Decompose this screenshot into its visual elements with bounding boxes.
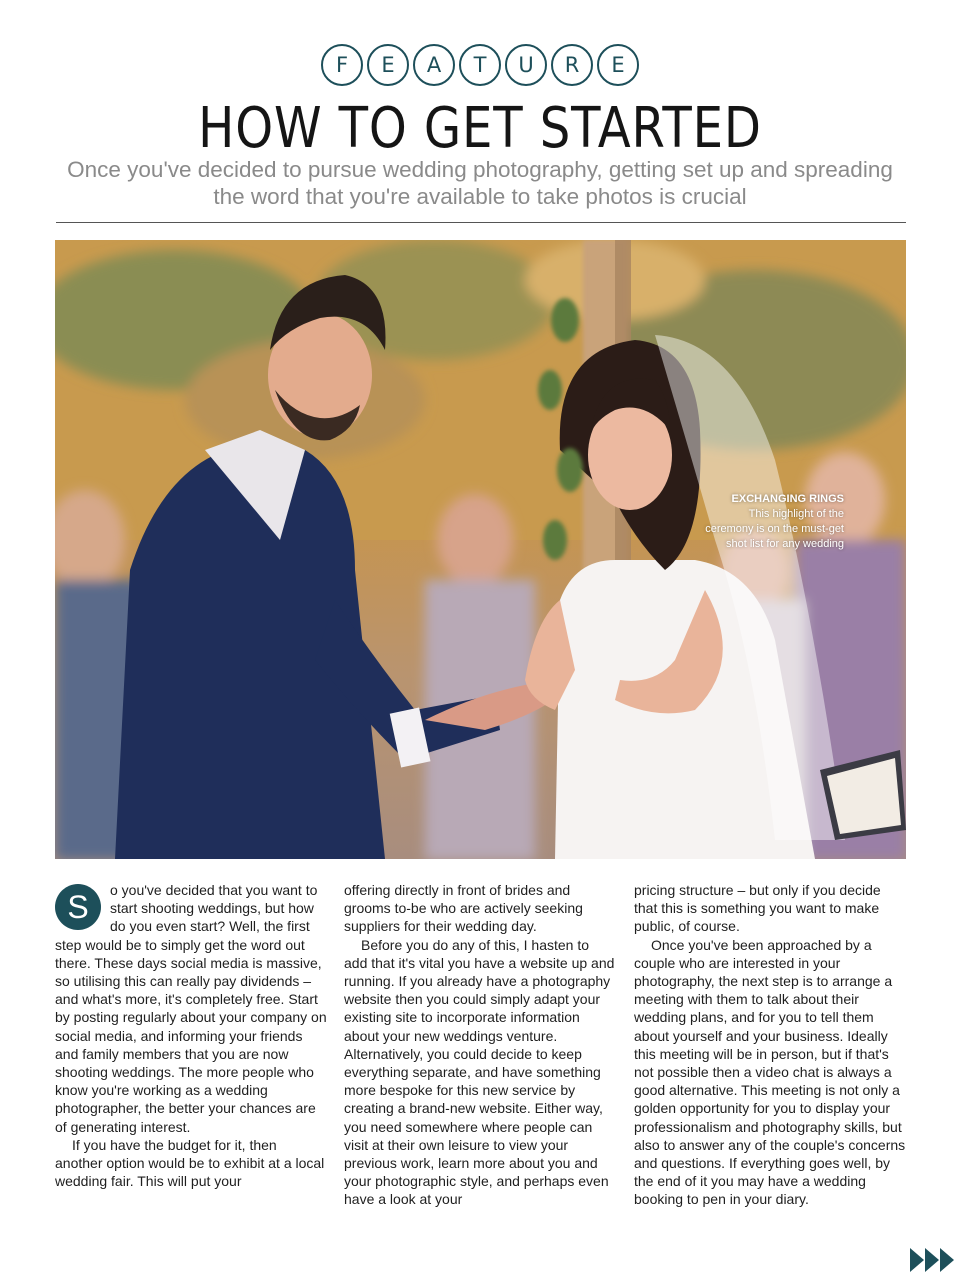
- drop-cap: S: [55, 884, 101, 930]
- caption-line: ceremony is on the must-get: [705, 523, 844, 535]
- kicker-letter: T: [459, 44, 501, 86]
- page-title: HOW TO GET STARTED: [198, 96, 762, 161]
- body-paragraph: If you have the budget for it, then another option would be to exhibit at a local wedding fair. This will put your: [55, 1136, 325, 1190]
- body-column-1: [55, 881, 327, 1190]
- body-column-3: [634, 881, 906, 1209]
- kicker-letter: E: [597, 44, 639, 86]
- kicker-letter: A: [413, 44, 455, 86]
- kicker-letter: F: [321, 44, 363, 86]
- wedding-photo: [55, 240, 906, 859]
- body-paragraph: Once you've been approached by a couple who are interested in your photography, the next step is to arrange a meeting with them to talk about their wedding plans, and for you to tell them about yourself and your business. Ideally this meeting will be in person, but if that's not possible then a video chat is always a good alternative. This meeting is not only a golden opportunity for you to display your professionalism and photography skills, but also to answer any of the couple's concerns and questions. If everything goes well, by the end of it you may have a wedding booking to pen in your diary.: [634, 936, 906, 1208]
- kicker-letter: R: [551, 44, 593, 86]
- body-paragraph: offering directly in front of brides and grooms to-be who are actively seeking suppliers for their wedding day.: [344, 882, 583, 935]
- next-page-arrows-icon: [910, 1248, 956, 1272]
- feature-kicker: [0, 44, 960, 86]
- body-paragraph: Before you do any of this, I hasten to add that it's vital you have a website up and running. If you already have a photography website then you could simply adapt your existing site to incorporate information about your new weddings venture. Alternatively, you could decide to keep everything separate, and have something more bespoke for this new service by creating a brand-new website. Either way, you need somewhere where people can visit at their own leisure to view your previous work, learn more about you and your photographic style, and perhaps even have a look at your: [344, 936, 615, 1208]
- standfirst: Once you've decided to pursue wedding photography, getting set up and spreading the word that you're available to take photos is crucial: [67, 157, 893, 209]
- body-paragraph: pricing structure – but only if you decide that this is something you want to make public, of course.: [634, 882, 881, 935]
- photo-caption: [705, 492, 844, 552]
- caption-line: shot list for any wedding: [725, 538, 844, 550]
- paragraph-text: o you've decided that you want to start shooting weddings, but how do you even start? Well, the first step would be to simply get the word out there. These days social media is massive, so utilising this can really pay dividends – and what's more, it's completely free. Start by posting regularly about your company on social media, and informing your friends and family members that you are now shooting weddings. The more people who know you're working as a wedding photographer, the better your chances are of generating interest.: [55, 882, 327, 1135]
- kicker-letter: U: [505, 44, 547, 86]
- body-paragraph: [55, 881, 327, 1136]
- caption-title: EXCHANGING RINGS: [731, 493, 844, 505]
- kicker-letter: E: [367, 44, 409, 86]
- caption-line: This highlight of the: [748, 508, 844, 520]
- header-divider: [56, 222, 906, 223]
- body-column-2: [344, 881, 616, 1209]
